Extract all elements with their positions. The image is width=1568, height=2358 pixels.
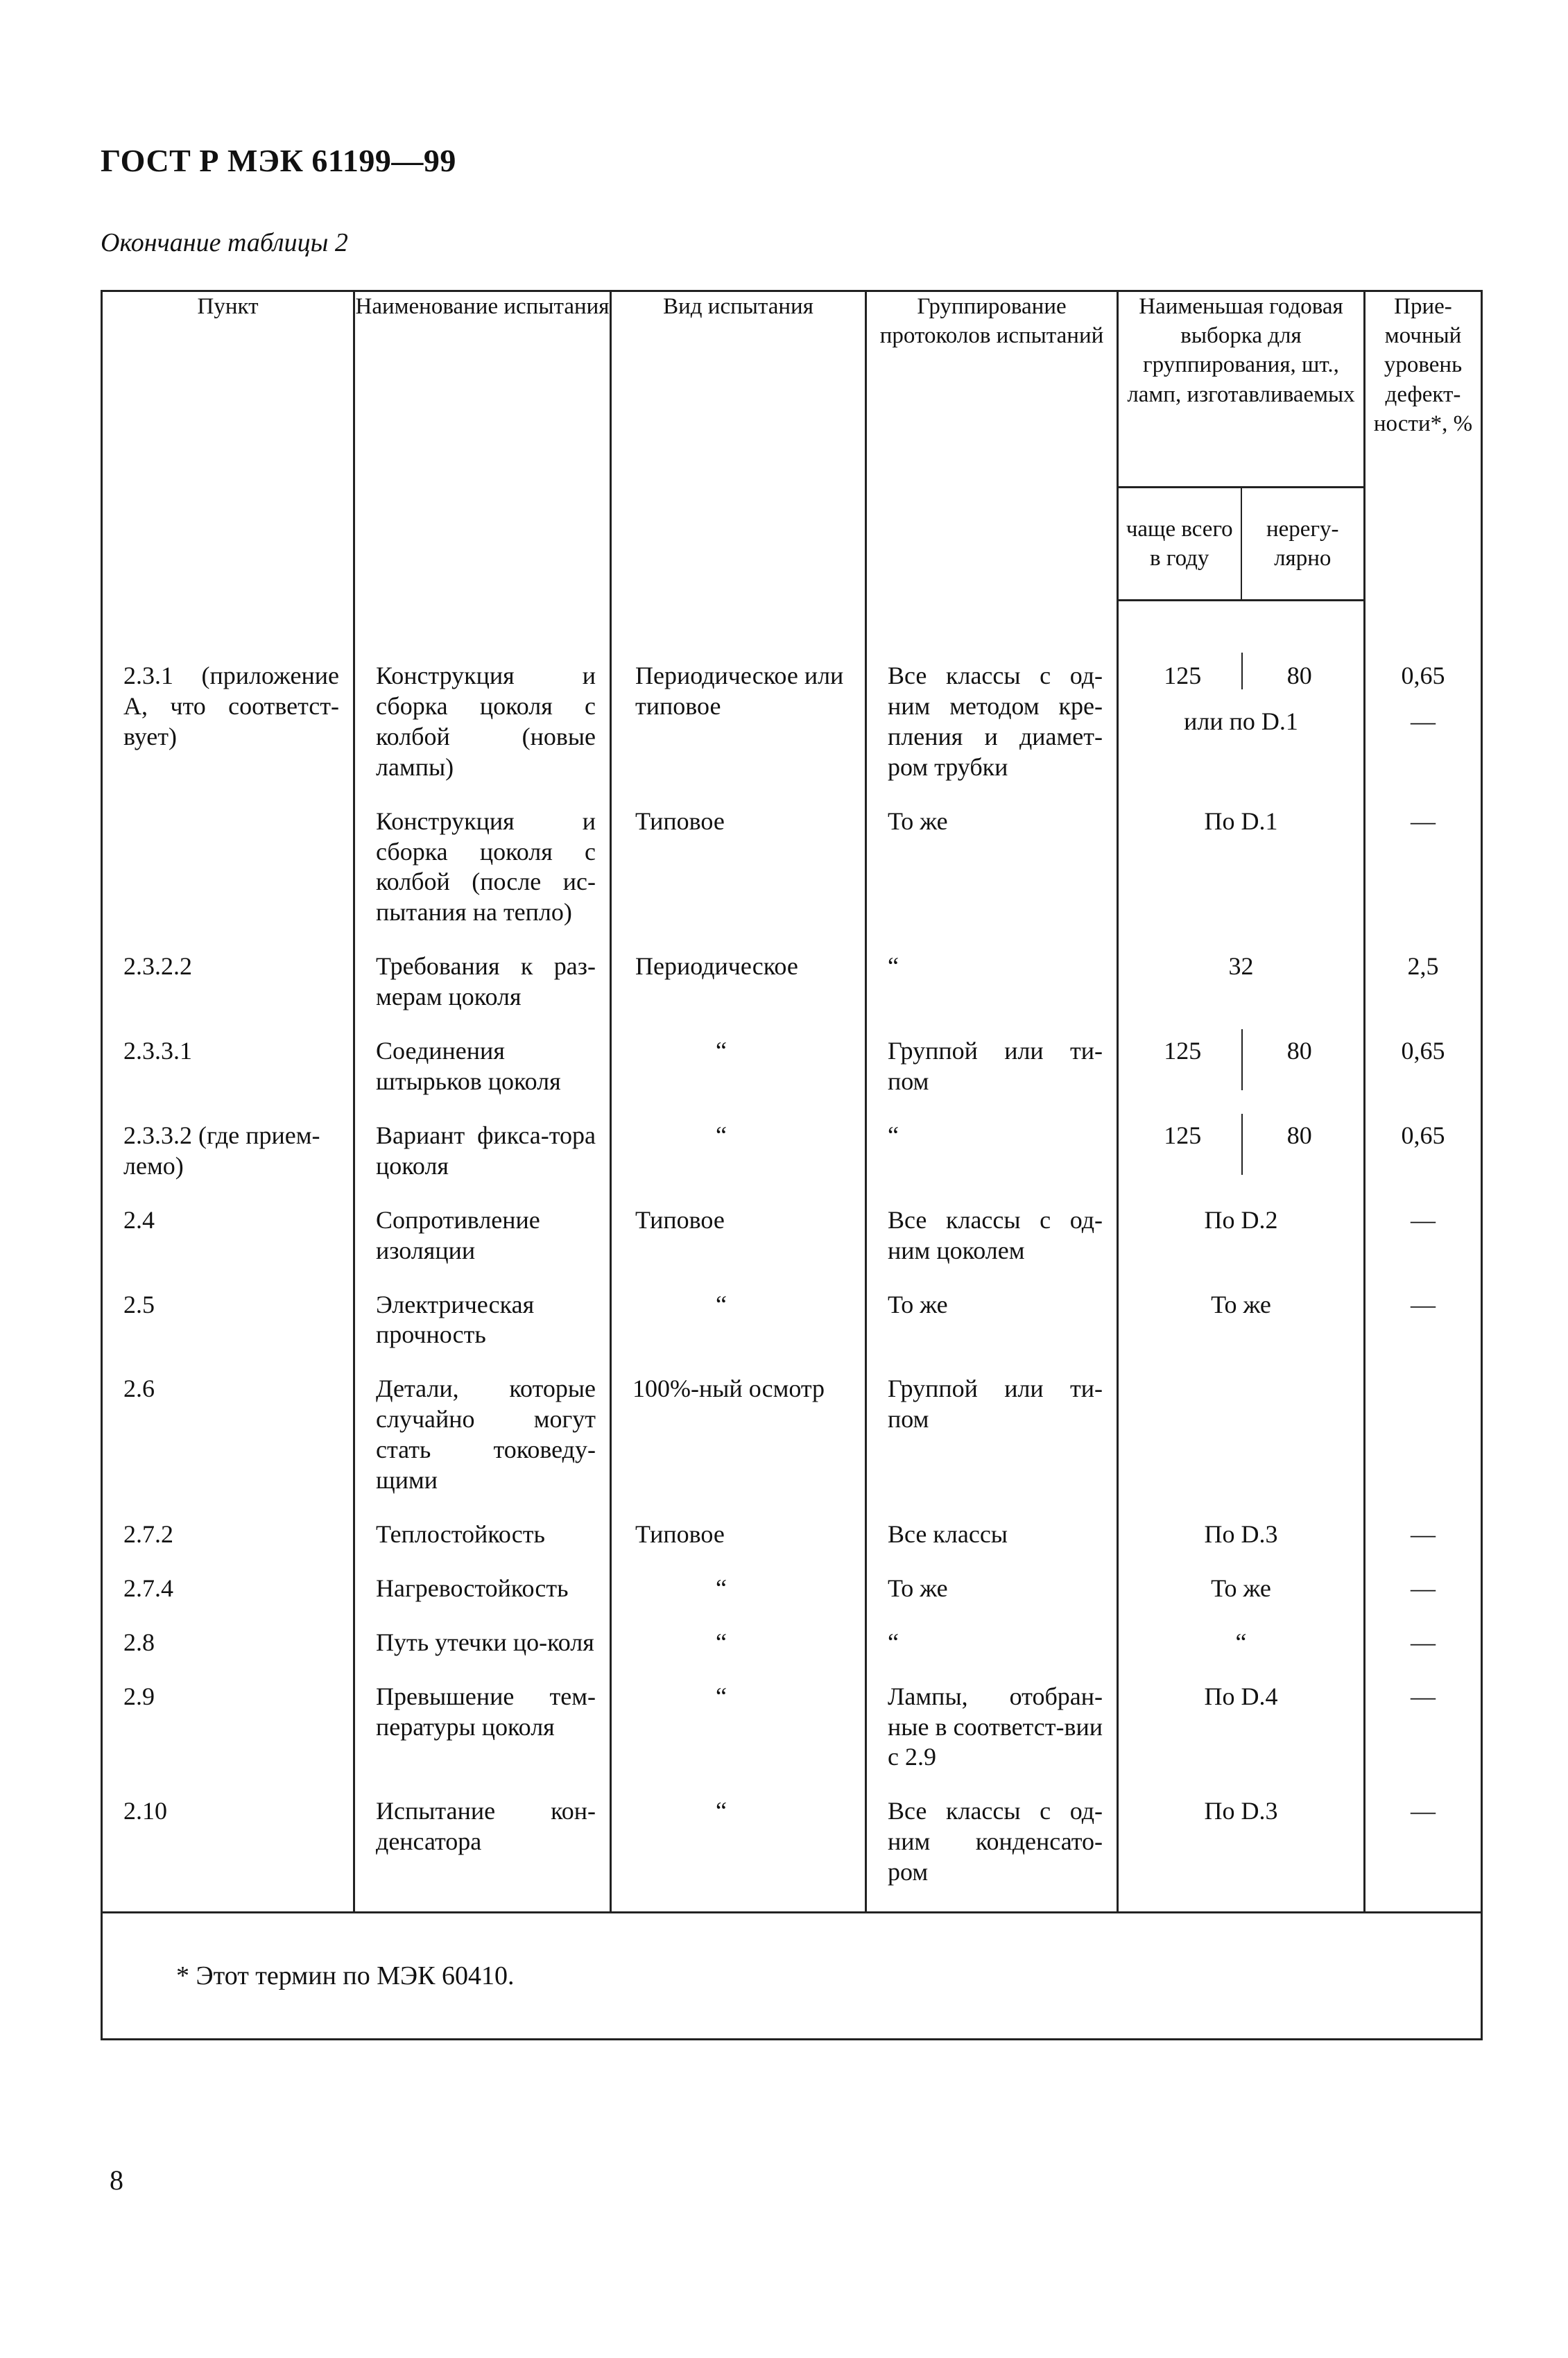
cell-item: 2.3.1 (приложение А, что соответст-вует)	[102, 661, 354, 807]
page-number: 8	[110, 2165, 123, 2196]
cell-grouping: “	[866, 1121, 1118, 1205]
col-header-sample-often: чаще всего в году	[1119, 488, 1242, 599]
cell-sample: 32	[1118, 952, 1365, 1036]
cell-level: —	[1365, 1628, 1482, 1682]
cell-grouping: Все классы с од-ним методом кре-пления и диамет-ром трубки	[866, 661, 1118, 807]
cell-test-name: Электрическая прочность	[354, 1290, 611, 1375]
cell-test-kind: Периодическое или типовое	[611, 661, 866, 807]
cell-test-kind: Периодическое	[611, 952, 866, 1036]
cell-grouping: “	[866, 952, 1118, 1036]
cell-test-kind: “	[611, 1682, 866, 1797]
cell-sample: По D.1	[1118, 807, 1365, 952]
cell-item: 2.10	[102, 1796, 354, 1912]
table-row	[102, 1121, 1482, 1205]
cell-sample-alt: или по D.1	[1184, 707, 1298, 735]
cell-grouping: Все классы с од-ним конденсато-ром	[866, 1796, 1118, 1912]
cell-item: 2.4	[102, 1205, 354, 1290]
cell-sample	[1118, 1121, 1365, 1205]
cell-test-name: Нагревостойкость	[354, 1574, 611, 1628]
table-footnote: * Этот термин по МЭК 60410.	[102, 1913, 1482, 2040]
cell-test-name: Детали, которые случайно могут стать токоведу-щими	[354, 1374, 611, 1520]
cell-item: 2.8	[102, 1628, 354, 1682]
cell-sample-irregular: 80	[1286, 1121, 1312, 1149]
cell-grouping: Все классы	[866, 1520, 1118, 1574]
cell-level	[1365, 661, 1482, 807]
table-row	[102, 952, 1482, 1036]
table-row	[102, 1574, 1482, 1628]
col-header-test-kind: Вид испытания	[611, 291, 866, 601]
cell-level: 2,5	[1365, 952, 1482, 1036]
cell-grouping: Лампы, отобран-ные в соответст-вии с 2.9	[866, 1682, 1118, 1797]
cell-sample-often: 125	[1164, 1037, 1202, 1065]
cell-test-name: Соединения штырьков цоколя	[354, 1036, 611, 1121]
cell-test-name: Конструкция и сборка цоколя с колбой (после ис-пытания на тепло)	[354, 807, 611, 952]
cell-test-name: Требования к раз-мерам цоколя	[354, 952, 611, 1036]
cell-test-name: Вариант фикса-тора цоколя	[354, 1121, 611, 1205]
cell-sample: По D.2	[1118, 1205, 1365, 1290]
cell-level	[1365, 1374, 1482, 1520]
cell-sample: То же	[1118, 1290, 1365, 1375]
table-caption: Окончание таблицы 2	[101, 228, 348, 257]
cell-sample-irregular: 80	[1286, 1037, 1312, 1065]
col-header-level: Прие-мочный уровень дефект-ности*, %	[1365, 291, 1482, 601]
cell-item: 2.3.2.2	[102, 952, 354, 1036]
cell-level: —	[1365, 1520, 1482, 1574]
cell-item: 2.6	[102, 1374, 354, 1520]
cell-level: —	[1365, 1205, 1482, 1290]
table-row	[102, 1796, 1482, 1912]
table-row	[102, 661, 1482, 807]
col-header-item: Пункт	[102, 291, 354, 601]
cell-grouping: Группой или ти-пом	[866, 1036, 1118, 1121]
cell-test-name: Теплостойкость	[354, 1520, 611, 1574]
cell-level: 0,65	[1365, 1121, 1482, 1205]
cell-level: —	[1365, 1574, 1482, 1628]
cell-level-alt: —	[1411, 707, 1436, 735]
cell-test-kind: 100%-ный осмотр	[611, 1374, 866, 1520]
cell-test-name: Путь утечки цо-коля	[354, 1628, 611, 1682]
cell-test-kind: Типовое	[611, 1520, 866, 1574]
cell-sample	[1118, 1374, 1365, 1520]
cell-sample: По D.3	[1118, 1796, 1365, 1912]
cell-level: 0,65	[1365, 1036, 1482, 1121]
cell-item: 2.7.4	[102, 1574, 354, 1628]
test-table	[101, 290, 1483, 2040]
cell-grouping: Все классы с од-ним цоколем	[866, 1205, 1118, 1290]
cell-test-name: Конструкция и сборка цоколя с колбой (новые лампы)	[354, 661, 611, 807]
cell-grouping: “	[866, 1628, 1118, 1682]
cell-item: 2.3.3.1	[102, 1036, 354, 1121]
cell-sample: По D.4	[1118, 1682, 1365, 1797]
cell-sample	[1118, 1036, 1365, 1121]
cell-sample: То же	[1118, 1574, 1365, 1628]
cell-test-kind: Типовое	[611, 1205, 866, 1290]
col-header-test-name: Наименование испытания	[354, 291, 611, 601]
col-header-grouping: Группирование протоколов испытаний	[866, 291, 1118, 601]
cell-level: —	[1365, 807, 1482, 952]
document-title: ГОСТ Р МЭК 61199—99	[101, 143, 456, 178]
table-row	[102, 1036, 1482, 1121]
cell-grouping: То же	[866, 807, 1118, 952]
cell-sample-often: 125	[1164, 662, 1202, 689]
cell-test-name: Превышение тем-пературы цоколя	[354, 1682, 611, 1797]
cell-level: —	[1365, 1796, 1482, 1912]
cell-sample: “	[1118, 1628, 1365, 1682]
cell-test-name: Испытание кон-денсатора	[354, 1796, 611, 1912]
cell-test-kind: “	[611, 1121, 866, 1205]
cell-sample	[1118, 661, 1365, 807]
cell-item	[102, 807, 354, 952]
col-header-sample-split	[1118, 488, 1365, 601]
cell-test-kind: “	[611, 1574, 866, 1628]
cell-test-kind: “	[611, 1796, 866, 1912]
table-row	[102, 1374, 1482, 1520]
cell-level-value: 0,65	[1401, 662, 1445, 689]
table-row	[102, 807, 1482, 952]
cell-item: 2.7.2	[102, 1520, 354, 1574]
cell-grouping: То же	[866, 1290, 1118, 1375]
cell-test-kind: Типовое	[611, 807, 866, 952]
cell-test-name: Сопротивление изоляции	[354, 1205, 611, 1290]
cell-test-kind: “	[611, 1628, 866, 1682]
table-row	[102, 1628, 1482, 1682]
table-row	[102, 1520, 1482, 1574]
cell-grouping: Группой или ти-пом	[866, 1374, 1118, 1520]
cell-level: —	[1365, 1290, 1482, 1375]
cell-item: 2.9	[102, 1682, 354, 1797]
cell-level: —	[1365, 1682, 1482, 1797]
cell-sample: По D.3	[1118, 1520, 1365, 1574]
table-row	[102, 1290, 1482, 1375]
table-row	[102, 1205, 1482, 1290]
cell-item: 2.5	[102, 1290, 354, 1375]
cell-sample-often: 125	[1164, 1121, 1202, 1149]
cell-sample-irregular: 80	[1286, 662, 1312, 689]
cell-grouping: То же	[866, 1574, 1118, 1628]
cell-test-kind: “	[611, 1036, 866, 1121]
cell-item: 2.3.3.2 (где прием-лемо)	[102, 1121, 354, 1205]
table-row	[102, 1682, 1482, 1797]
col-header-sample: Наименьшая годовая выборка для группирования, шт., ламп, изготавливаемых	[1118, 291, 1365, 488]
col-header-sample-irregular: нерегу-лярно	[1266, 516, 1339, 571]
cell-test-kind: “	[611, 1290, 866, 1375]
